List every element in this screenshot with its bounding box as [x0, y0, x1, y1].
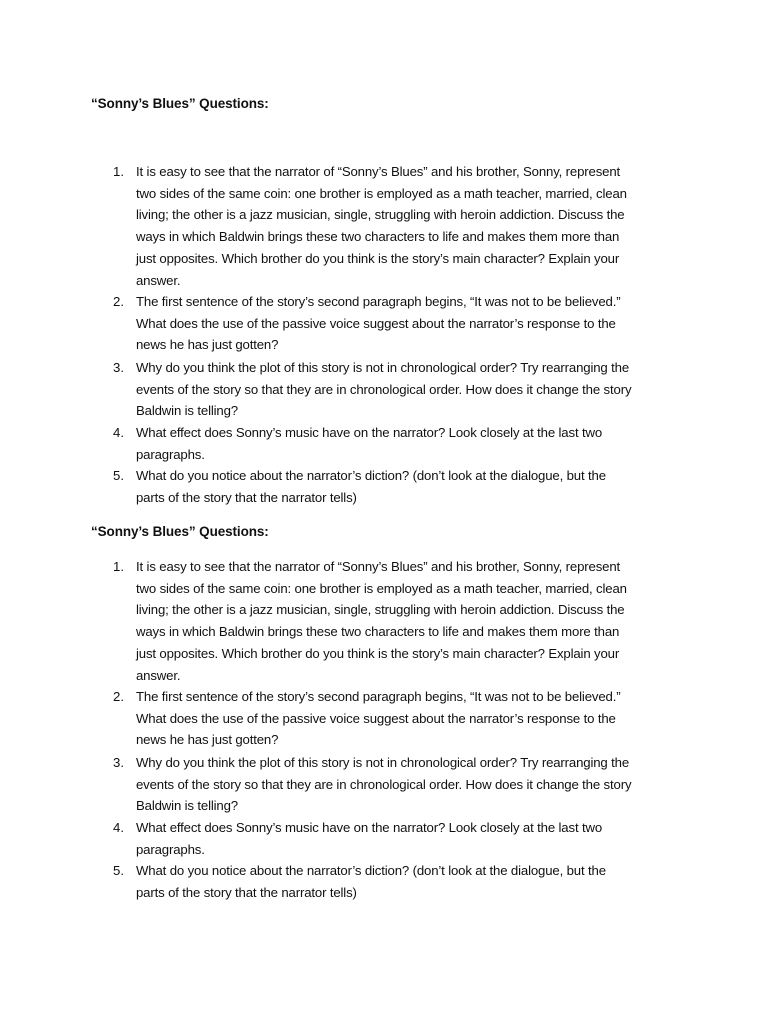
section-heading: “Sonny’s Blues” Questions:: [91, 524, 269, 539]
question-number: 5.: [113, 468, 124, 483]
question-text-line: What do you notice about the narrator’s diction? (don’t look at the dialogue, but the: [136, 468, 606, 483]
question-number: 3.: [113, 360, 124, 375]
question-number: 1.: [113, 559, 124, 574]
question-text-line: What does the use of the passive voice suggest about the narrator’s response to the: [136, 315, 616, 331]
question-text-line: It is easy to see that the narrator of “Sonny’s Blues” and his brother, Sonny, represent: [136, 164, 621, 179]
question-number: 5.: [113, 863, 124, 878]
question-text-line: just opposites. Which brother do you think is the story’s main character? Explain your: [136, 250, 620, 266]
question-text-line: It is easy to see that the narrator of “Sonny’s Blues” and his brother, Sonny, represent: [136, 559, 621, 574]
question-text-line: What effect does Sonny’s music have on the narrator? Look closely at the last two: [136, 820, 603, 835]
question-text-line: news he has just gotten?: [136, 337, 279, 353]
question-text-line: answer.: [136, 667, 181, 683]
question-text-line: two sides of the same coin: one brother is employed as a math teacher, married, clean: [136, 185, 627, 201]
question-text-line: news he has just gotten?: [136, 732, 279, 748]
question-text-line: What do you notice about the narrator’s diction? (don’t look at the dialogue, but the: [136, 863, 606, 878]
question-text-line: Why do you think the plot of this story is not in chronological order? Try rearranging the: [136, 360, 630, 375]
question-number: 4.: [113, 820, 124, 835]
section-heading: “Sonny’s Blues” Questions:: [91, 96, 269, 111]
question-text-line: ways in which Baldwin brings these two characters to life and makes them more than: [136, 624, 620, 640]
question-text-line: paragraphs.: [136, 841, 205, 857]
question-text-line: parts of the story that the narrator tells): [136, 489, 357, 505]
question-number: 4.: [113, 425, 124, 440]
question-text-line: Baldwin is telling?: [136, 798, 238, 814]
question-text-line: two sides of the same coin: one brother is employed as a math teacher, married, clean: [136, 580, 627, 596]
question-text-line: events of the story so that they are in chronological order. How does it change the story: [136, 776, 632, 792]
question-number: 2.: [113, 294, 124, 309]
question-text-line: The first sentence of the story’s second paragraph begins, “It was not to be believed.”: [136, 294, 621, 309]
question-text-line: paragraphs.: [136, 446, 205, 462]
question-number: 2.: [113, 689, 124, 704]
question-text-line: parts of the story that the narrator tells): [136, 884, 357, 900]
question-text-line: living; the other is a jazz musician, single, struggling with heroin addiction. Discuss the: [136, 207, 625, 223]
question-text-line: The first sentence of the story’s second paragraph begins, “It was not to be believed.”: [136, 689, 621, 704]
question-text-line: What does the use of the passive voice suggest about the narrator’s response to the: [136, 710, 616, 726]
question-text-line: answer.: [136, 272, 181, 288]
question-text-line: Why do you think the plot of this story is not in chronological order? Try rearranging the: [136, 755, 630, 770]
question-text-line: just opposites. Which brother do you think is the story’s main character? Explain your: [136, 645, 620, 661]
question-text-line: events of the story so that they are in chronological order. How does it change the story: [136, 381, 632, 397]
question-number: 3.: [113, 755, 124, 770]
question-text-line: ways in which Baldwin brings these two characters to life and makes them more than: [136, 229, 620, 245]
question-text-line: Baldwin is telling?: [136, 403, 238, 419]
question-text-line: living; the other is a jazz musician, single, struggling with heroin addiction. Discuss the: [136, 602, 625, 618]
question-number: 1.: [113, 164, 124, 179]
question-text-line: What effect does Sonny’s music have on the narrator? Look closely at the last two: [136, 425, 603, 440]
